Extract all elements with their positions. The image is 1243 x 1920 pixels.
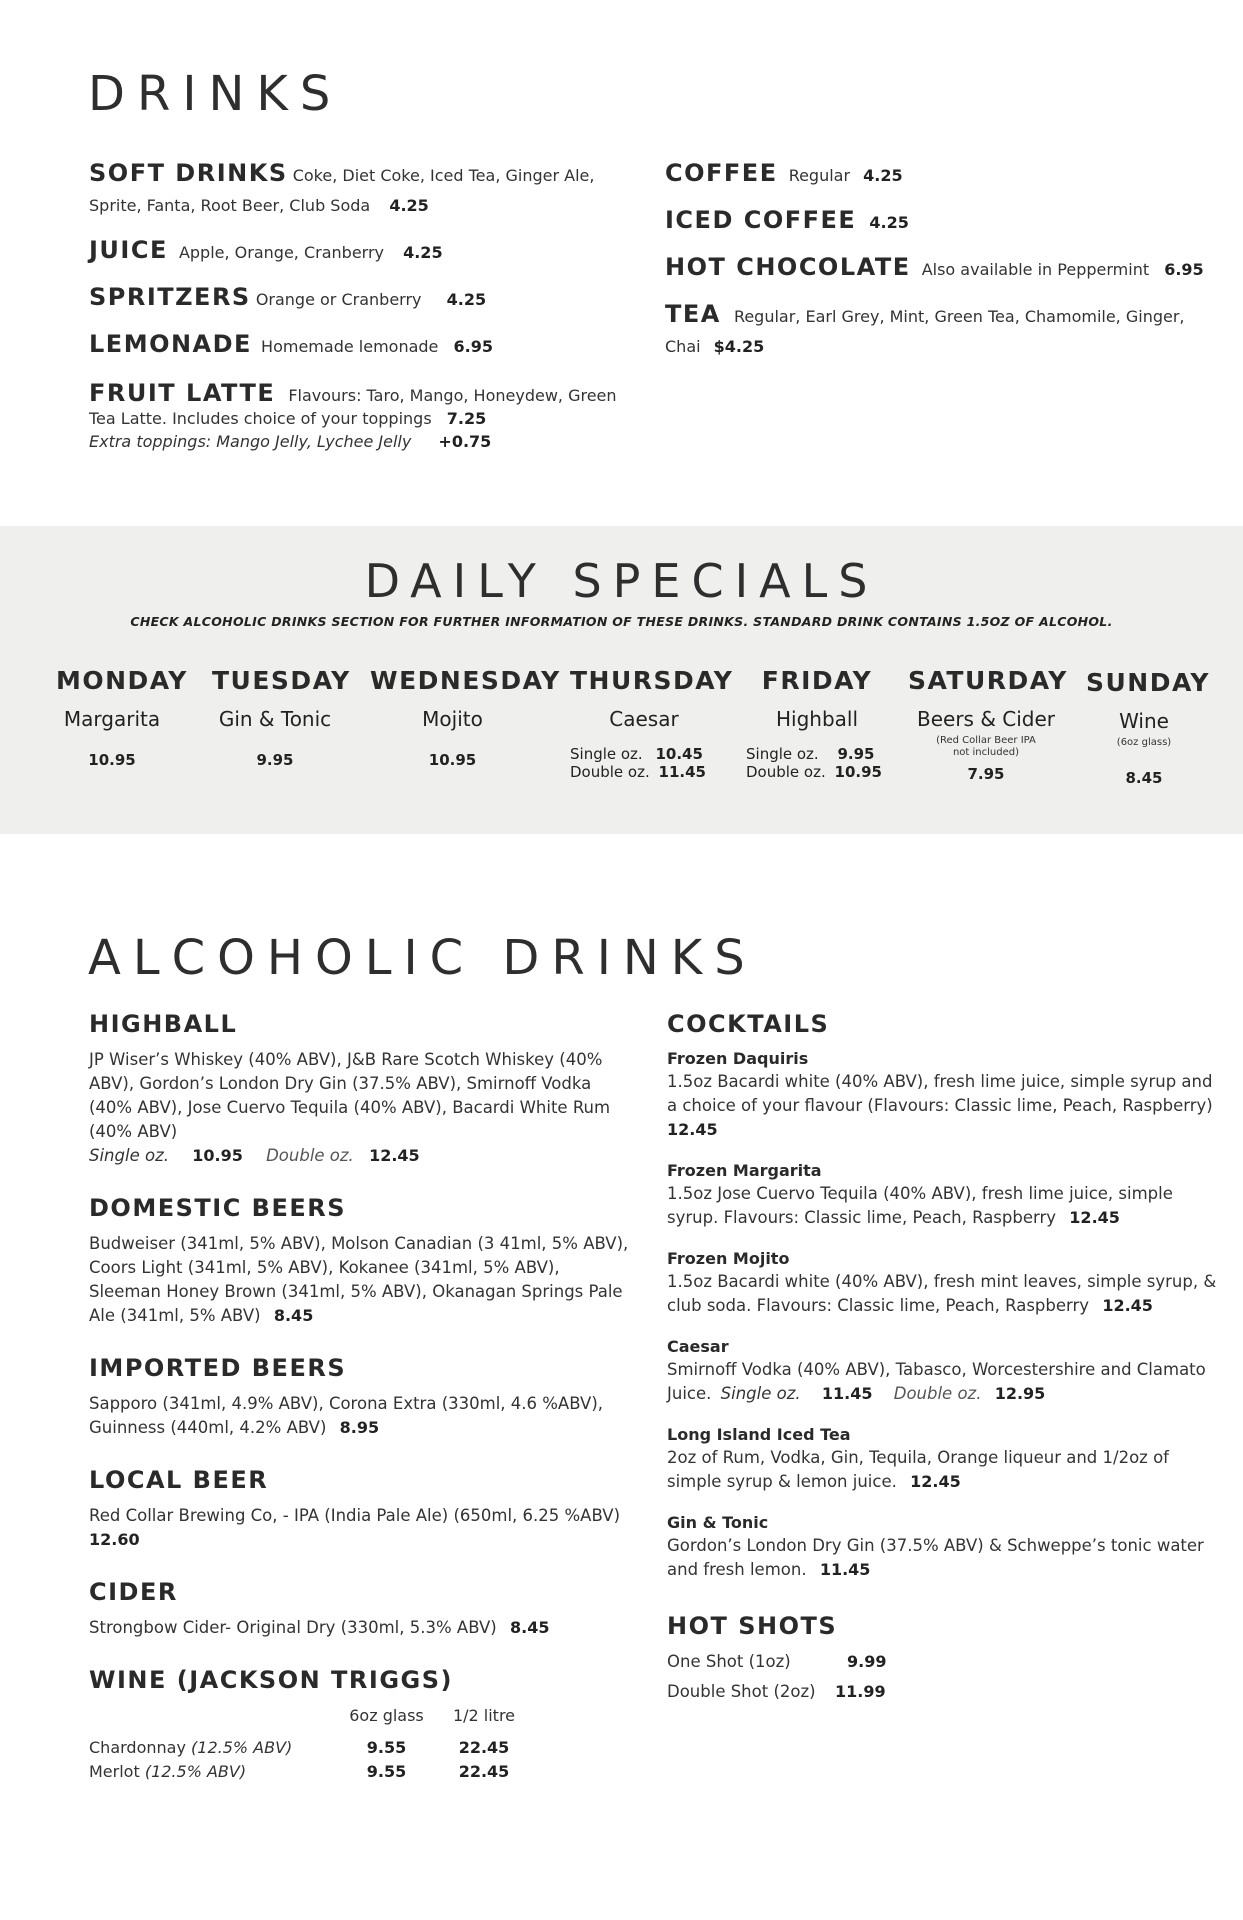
menu-item-spritzers [89,282,629,315]
alcoholic-drinks-title: ALCOHOLIC DRINKS [88,930,757,986]
specials-title: DAILY SPECIALS [364,554,879,608]
double-label: Double oz. [893,1384,982,1403]
wine-name: Chardonnay [89,1738,186,1757]
section-heading: IMPORTED BEERS [89,1354,347,1382]
item-desc: Regular, Earl Grey, Mint, Green Tea, Chamomile, Ginger, Chai [665,307,1185,356]
double-price: 12.95 [994,1384,1046,1403]
wine-row [89,1736,629,1760]
single-label: Single oz. [746,745,819,763]
section-desc: Strongbow Cider- Original Dry (330ml, 5.3% ABV) [89,1618,497,1637]
section-price: 8.45 [273,1306,314,1325]
single-label: Single oz. [570,745,643,763]
item-price: 4.25 [446,290,487,309]
cocktail-price: 12.45 [667,1120,718,1139]
section-price: 12.60 [89,1530,140,1549]
single-price: 10.45 [655,745,703,763]
cocktail-price: 12.45 [1069,1208,1120,1227]
cocktail-desc: 1.5oz Jose Cuervo Tequila (40% ABV), fresh lime juice, simple syrup. Flavours: Classic lime, Peach, Raspberry [667,1184,1173,1227]
section-heading: HOT SHOTS [667,1612,838,1640]
section-heading: WINE (JACKSON TRIGGS) [89,1666,453,1694]
item-name: TEA [665,300,721,328]
drinks-left-column [89,158,629,453]
cocktail-item [667,1248,1217,1318]
double-price: 10.95 [834,763,882,781]
item-price: 6.95 [453,337,493,356]
wine-row [89,1760,629,1784]
alcoholic-left-column [89,1010,629,1784]
day-name: TUESDAY [212,666,351,695]
section-desc: Red Collar Brewing Co, - IPA (India Pale Ale) (650ml, 6.25 %ABV) [89,1506,621,1525]
menu-item-iced-coffee [665,205,1205,238]
wine-glass-price: 9.55 [366,1762,407,1781]
daily-specials-band [0,526,1243,834]
wine-col-glass: 6oz glass [349,1706,424,1725]
section-price: 8.45 [509,1618,550,1637]
item-price: 4.25 [863,166,903,185]
single-label: Single oz. [720,1384,801,1403]
item-desc: Flavours: Taro, Mango, Honeydew, Green Tea Latte. Includes choice of your toppings [89,386,617,428]
day-name: MONDAY [56,666,188,695]
day-name: SUNDAY [1086,668,1211,697]
section-cider [89,1578,629,1640]
double-price: 11.45 [658,763,706,781]
cocktail-name: Long Island Iced Tea [667,1425,851,1444]
day-name: SATURDAY [908,666,1068,695]
item-price: 4.25 [869,213,909,232]
hot-shot-price: 11.99 [835,1682,886,1701]
cocktail-name: Gin & Tonic [667,1513,769,1532]
double-label: Double oz. [746,763,826,781]
menu-item-hot-chocolate [665,252,1205,285]
section-heading: LOCAL BEER [89,1466,269,1494]
special-friday [746,666,888,781]
special-thursday [570,666,734,781]
cocktail-desc: 2oz of Rum, Vodka, Gin, Tequila, Orange liqueur and 1/2oz of simple syrup & lemon juice. [667,1448,1169,1491]
special-price: 7.95 [967,765,1005,783]
special-sizes [746,745,888,781]
cocktail-desc: 1.5oz Bacardi white (40% ABV), fresh lime juice, simple syrup and a choice of your flavour (Flavours: Classic lime, Peach, Raspberry) [667,1072,1213,1115]
special-drink: Gin & Tonic [218,707,332,731]
cocktail-item [667,1048,1217,1142]
section-local-beer [89,1466,629,1552]
section-desc: Budweiser (341ml, 5% ABV), Molson Canadian (3 41ml, 5% ABV), Coors Light (341ml, 5% ABV), Kokanee (341ml, 5% ABV), Sleeman Honey Brown (341ml, 5% ABV), Okanagan Springs Pale Ale (341ml, 5% ABV) [89,1234,629,1325]
special-monday [56,666,188,769]
cocktail-item [667,1512,1217,1582]
cocktail-price: 12.45 [1102,1296,1153,1315]
item-name: FRUIT LATTE [89,379,276,407]
menu-item-fruit-latte [89,379,629,453]
section-heading: CIDER [89,1578,178,1606]
item-price: $4.25 [713,337,765,356]
special-drink: Beers & Cider [916,707,1056,731]
item-desc: Orange or Cranberry [255,290,422,309]
double-label: Double oz. [570,763,650,781]
wine-abv: (12.5% ABV) [191,1738,293,1757]
special-price: 8.45 [1125,769,1163,787]
cocktail-name: Frozen Margarita [667,1161,822,1180]
special-price: 10.95 [428,751,477,769]
wine-abv: (12.5% ABV) [144,1762,247,1781]
item-price: 4.25 [403,243,443,262]
single-price: 11.45 [821,1384,873,1403]
cocktail-item [667,1160,1217,1230]
double-label: Double oz. [266,1146,354,1165]
wine-table [89,1704,629,1784]
item-name: LEMONADE [89,330,252,358]
single-label: Single oz. [89,1146,169,1165]
section-wine [89,1666,629,1784]
specials-note: CHECK ALCOHOLIC DRINKS SECTION FOR FURTHER INFORMATION OF THESE DRINKS. STANDARD DRINK CONTAINS 1.5OZ OF ALCOHOL. [130,614,1113,629]
section-desc: Sapporo (341ml, 4.9% ABV), Corona Extra (330ml, 4.6 %ABV), Guinness (440ml, 4.2% ABV) [89,1394,603,1437]
special-drink: Margarita [63,707,161,731]
day-name: FRIDAY [761,666,873,695]
section-desc: JP Wiser’s Whiskey (40% ABV), J&B Rare Scotch Whiskey (40% ABV), Gordon’s London Dry Gin (37.5% ABV), Smirnoff Vodka (40% ABV), Jose Cuervo Tequila (40% ABV), Bacardi White Rum (40% ABV) [89,1050,611,1141]
special-sizes [570,745,718,781]
single-price: 9.95 [837,745,875,763]
alcoholic-right-column [667,1010,1217,1704]
wine-litre-price: 22.45 [458,1738,510,1757]
special-drink: Wine [1119,709,1169,733]
section-hot-shots [667,1612,1217,1704]
cocktail-price: 11.45 [819,1560,871,1579]
hot-shot-label: Double Shot (2oz) [667,1682,816,1701]
special-drink: Highball [775,707,859,731]
menu-item-juice [89,235,629,268]
section-imported-beers [89,1354,629,1440]
single-price: 10.95 [192,1146,243,1165]
day-name: THURSDAY [570,666,734,695]
special-note: (6oz glass) [1116,737,1172,748]
menu-item-coffee [665,158,1205,191]
hot-shot-label: One Shot (1oz) [667,1652,791,1671]
cocktail-name: Frozen Mojito [667,1249,790,1268]
wine-header-row [89,1704,629,1728]
item-price: 4.25 [389,196,429,215]
special-wednesday [370,666,561,769]
item-desc: Also available in Peppermint [921,260,1150,279]
special-price: 9.95 [256,751,294,769]
extra-price: +0.75 [438,432,492,451]
special-price: 10.95 [88,751,136,769]
extra-toppings: Extra toppings: Mango Jelly, Lychee Jelly [89,432,412,451]
special-saturday [908,666,1068,783]
item-name: HOT CHOCOLATE [665,253,911,281]
hot-shot-row [667,1680,1217,1704]
item-name: COFFEE [665,159,778,187]
special-drink: Mojito [422,707,483,731]
item-name: JUICE [89,236,168,264]
drinks-right-column [665,158,1205,362]
wine-litre-price: 22.45 [458,1762,510,1781]
day-name: WEDNESDAY [370,666,561,695]
cocktail-desc: 1.5oz Bacardi white (40% ABV), fresh mint leaves, simple syrup, & club soda. Flavours: Classic lime, Peach, Raspberry [667,1272,1217,1315]
menu-item-tea [665,299,1205,362]
item-desc: Apple, Orange, Cranberry [178,243,384,262]
section-heading: HIGHBALL [89,1010,238,1038]
section-domestic-beers [89,1194,629,1328]
special-tuesday [212,666,351,769]
section-cocktails [667,1010,1217,1582]
special-note: (Red Collar Beer IPA not included) [936,735,1036,758]
item-desc: Coke, Diet Coke, Iced Tea, Ginger Ale, Sprite, Fanta, Root Beer, Club Soda [89,166,595,215]
section-heading: COCKTAILS [667,1010,830,1038]
cocktail-desc: Smirnoff Vodka (40% ABV), Tabasco, Worcestershire and Clamato Juice. [667,1360,1206,1403]
section-highball [89,1010,629,1168]
menu-item-soft-drinks [89,158,629,221]
menu-item-lemonade [89,329,629,362]
item-desc: Regular [788,166,851,185]
special-sunday [1086,668,1211,787]
item-price: 7.25 [446,409,487,428]
drinks-title: DRINKS [88,66,343,122]
hot-shot-row [667,1650,1217,1674]
section-price: 8.95 [339,1418,380,1437]
cocktail-item [667,1336,1217,1406]
wine-col-litre: 1/2 litre [452,1706,516,1725]
section-heading: DOMESTIC BEERS [89,1194,347,1222]
cocktail-name: Caesar [667,1337,729,1356]
item-desc: Homemade lemonade [261,337,439,356]
item-name: ICED COFFEE [665,206,857,234]
item-name: SOFT DRINKS [89,159,288,187]
wine-glass-price: 9.55 [366,1738,407,1757]
item-price: 6.95 [1164,260,1204,279]
wine-name: Merlot [89,1762,140,1781]
special-drink: Caesar [609,707,679,731]
cocktail-item [667,1424,1217,1494]
double-price: 12.45 [369,1146,420,1165]
item-name: SPRITZERS [89,283,251,311]
cocktail-price: 12.45 [910,1472,961,1491]
cocktail-desc: Gordon’s London Dry Gin (37.5% ABV) & Schweppe’s tonic water and fresh lemon. [667,1536,1204,1579]
hot-shot-price: 9.99 [847,1652,887,1671]
cocktail-name: Frozen Daquiris [667,1049,809,1068]
